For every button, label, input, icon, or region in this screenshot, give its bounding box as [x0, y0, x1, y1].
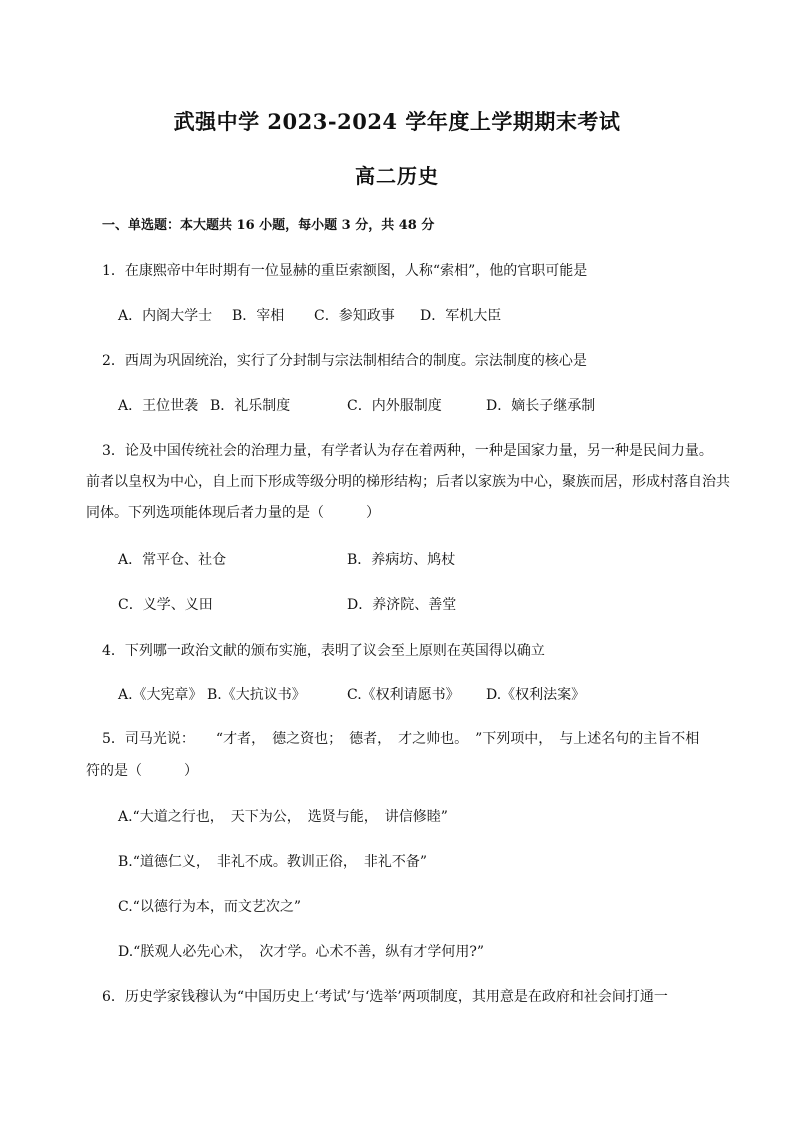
question-1-option-a: A．内阁大学士 — [118, 308, 213, 324]
section-heading: 一、单选题：本大题共 16 小题，每小题 3 分，共 48 分 — [102, 218, 435, 233]
question-2-option-a: A．王位世袭 — [118, 398, 199, 414]
question-4-option-d: D.《权利法案》 — [486, 687, 586, 703]
question-5-stem-line-2: 符的是（ ） — [86, 763, 198, 779]
question-2-option-d: D．嫡长子继承制 — [486, 398, 596, 414]
question-5-option-d: D.“朕观人必先心术， 次才学。心术不善，纵有才学何用?” — [118, 944, 484, 960]
question-1-option-d: D．军机大臣 — [420, 308, 502, 324]
question-4-stem: 4．下列哪一政治文献的颁布实施，表明了议会至上原则在英国得以确立 — [102, 643, 545, 659]
exam-subject: 高二历史 — [355, 164, 439, 188]
question-3-option-d: D．养济院、善堂 — [347, 597, 457, 613]
question-2-stem: 2．西周为巩固统治，实行了分封制与宗法制相结合的制度。宗法制度的核心是 — [102, 353, 587, 369]
question-3-stem-line-2: 前者以皇权为中心，自上而下形成等级分明的梯形结构；后者以家族为中心，聚族而居，形成村落自治共 — [86, 474, 730, 490]
question-3-option-a: A．常平仓、社仓 — [118, 552, 227, 568]
question-3-option-c: C．义学、义田 — [118, 597, 213, 613]
question-2-option-b: B．礼乐制度 — [210, 398, 291, 414]
question-6-stem: 6．历史学家钱穆认为“中国历史上‘考试’与‘选举’两项制度，其用意是在政府和社会间打通一 — [102, 989, 668, 1005]
question-4-option-a: A.《大宪章》 — [118, 687, 203, 703]
question-3-stem-line-3: 同体。下列选项能体现后者力量的是（ ） — [86, 505, 380, 521]
exam-title: 武强中学 2023-2024 学年度上学期期末考试 — [173, 109, 621, 134]
question-5-stem-line-1: 5．司马光说： “才者， 德之资也； 德者， 才之帅也。 ”下列项中， 与上述名句的主旨不相 — [102, 731, 700, 747]
question-5-option-b: B.“道德仁义， 非礼不成。教训正俗， 非礼不备” — [118, 854, 428, 870]
question-4-option-b: B.《大抗议书》 — [207, 687, 306, 703]
question-1-stem: 1．在康熙帝中年时期有一位显赫的重臣索额图，人称“索相”，他的官职可能是 — [102, 263, 588, 279]
question-4-option-c: C.《权利请愿书》 — [347, 687, 460, 703]
question-5-option-c: C.“以德行为本，而文艺次之” — [118, 899, 301, 915]
question-5-option-a: A.“大道之行也， 天下为公， 选贤与能， 讲信修睦” — [118, 809, 448, 825]
question-1-option-b: B．宰相 — [232, 308, 285, 324]
question-2-option-c: C．内外服制度 — [347, 398, 442, 414]
question-3-stem-line-1: 3．论及中国传统社会的治理力量，有学者认为存在着两种，一种是国家力量，另一种是民间力量。 — [102, 443, 713, 459]
question-3-option-b: B．养病坊、鸠杖 — [347, 552, 456, 568]
question-1-option-c: C．参知政事 — [314, 308, 395, 324]
